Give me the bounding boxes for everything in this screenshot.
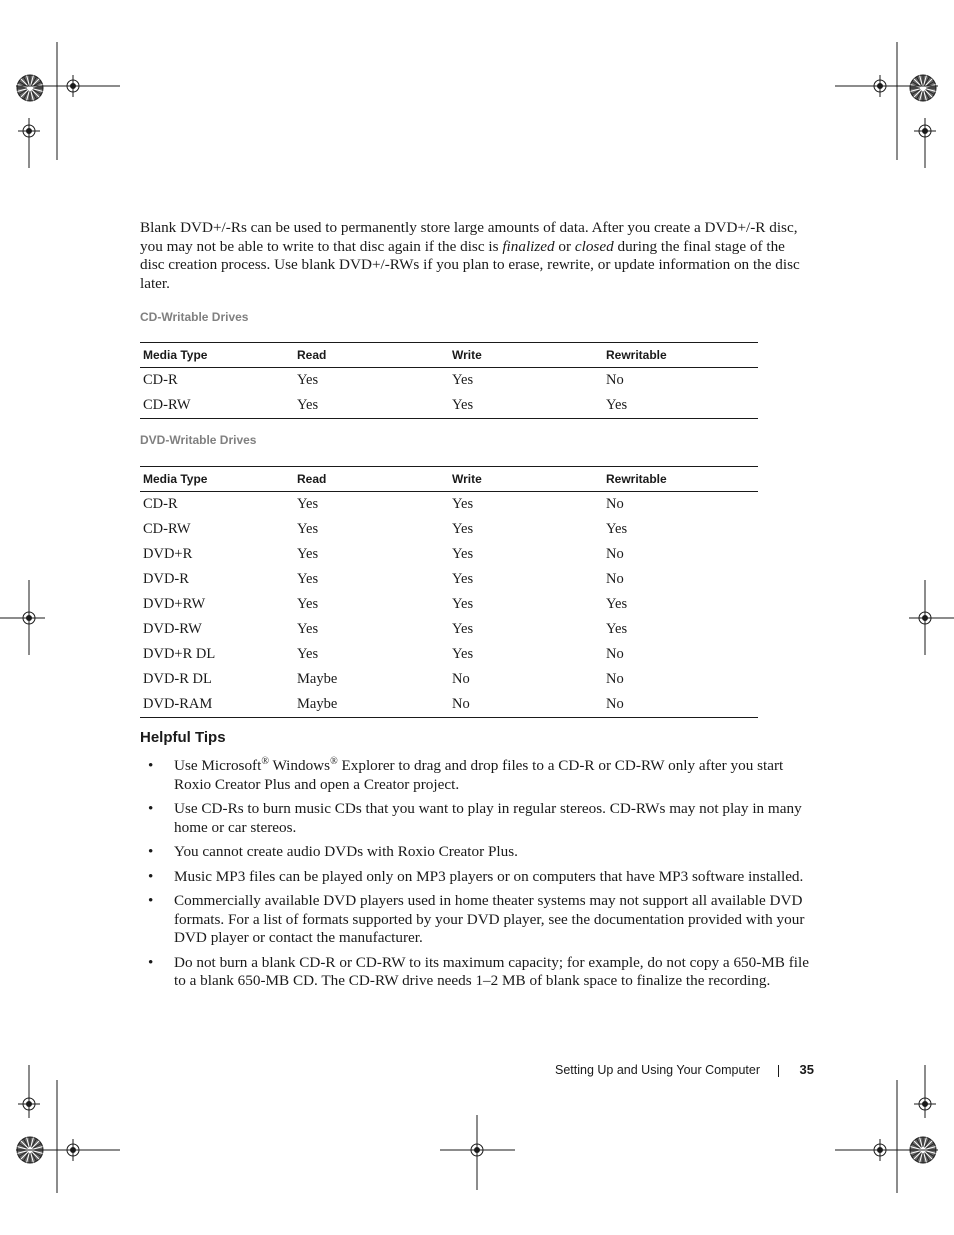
- page-footer: [540, 1062, 814, 1080]
- table-row: [140, 393, 758, 419]
- table-row: [140, 667, 758, 692]
- table-cell: No: [606, 496, 624, 512]
- table-cell: Yes: [606, 621, 628, 637]
- tip-text: Music MP3 files can be played only on MP3 players or on computers that have MP3 software installed.: [174, 867, 804, 885]
- list-item: [140, 954, 816, 991]
- table-cell: No: [449, 692, 603, 718]
- list-item: • Use Microsoft® Windows® Explorer to drag and drop files to a CD-R or CD-RW only after you start Roxio Creator Plus and open a Creator project.: [148, 755, 784, 793]
- tip-text: Commercially available DVD players used in home theater systems may not support all available DVD formats. For a list of formats supported by your DVD player, see the documentation provided with your DVD player or contact the manufacturer.: [174, 892, 805, 946]
- bullet-icon: •: [148, 867, 154, 885]
- table-cell: Maybe: [297, 671, 338, 687]
- dvd-table-body: [140, 492, 758, 718]
- intro-paragraph: Blank DVD+/-Rs can be used to permanently store large amounts of data. After you create a DVD+/-R disc, you may not be able to write to that disc again if the disc is finalized or closed during the final stage of the disc creation process. Use blank DVD+/-RWs if you plan to erase, rewrite, or update information on the disc later.: [140, 219, 800, 292]
- table-cell: Yes: [297, 646, 319, 662]
- cd-table-caption: CD-Writable Drives: [140, 310, 249, 324]
- helpful-tips-list: [140, 757, 816, 997]
- table-cell: DVD-R: [143, 571, 189, 587]
- table-header-row: [140, 467, 758, 492]
- table-cell: Maybe: [294, 692, 449, 718]
- list-item: [140, 843, 816, 862]
- column-header-media-type: Media Type: [140, 467, 294, 492]
- table-cell: Yes: [452, 496, 474, 512]
- column-header-write: Write: [449, 343, 603, 368]
- table-cell: Yes: [297, 621, 319, 637]
- bullet-icon: •: [148, 953, 154, 971]
- registered-mark: ®: [261, 755, 269, 767]
- footer-chapter-title: Setting Up and Using Your Computer: [555, 1063, 760, 1077]
- cd-table-body: [140, 368, 758, 419]
- table-cell: CD-RW: [140, 393, 294, 419]
- table-cell: No: [606, 571, 624, 587]
- table-cell: Yes: [449, 393, 603, 419]
- table-cell: Yes: [606, 521, 628, 537]
- table-cell: DVD-RW: [143, 621, 202, 637]
- table-cell: CD-RW: [143, 521, 191, 537]
- table-cell: DVD-R DL: [143, 671, 212, 687]
- helpful-tips-heading: Helpful Tips: [140, 729, 226, 746]
- footer-divider: [778, 1065, 779, 1077]
- tip-text: You cannot create audio DVDs with Roxio Creator Plus.: [174, 843, 518, 860]
- tip-text: Do not burn a blank CD-R or CD-RW to its maximum capacity; for example, do not copy a 650-MB file to a blank 650-MB CD. The CD-RW drive needs 1–2 MB of blank space to finalize the recording.: [174, 953, 809, 989]
- table-cell: No: [606, 546, 624, 562]
- bullet-icon: •: [148, 800, 154, 817]
- list-item: [140, 800, 816, 837]
- column-header-rewritable: Rewritable: [603, 343, 758, 368]
- table-cell: Yes: [297, 546, 319, 562]
- table-cell: DVD+R: [143, 546, 193, 562]
- table-cell: No: [603, 692, 758, 718]
- table-cell: Yes: [452, 546, 474, 562]
- column-header-rewritable: Rewritable: [603, 467, 758, 492]
- column-header-read: Read: [294, 343, 449, 368]
- table-cell: Yes: [297, 496, 319, 512]
- table-row: [140, 642, 758, 667]
- dvd-table-caption: DVD-Writable Drives: [140, 433, 257, 447]
- table-cell: DVD+R DL: [143, 646, 216, 662]
- column-header-write: Write: [449, 467, 603, 492]
- bullet-icon: •: [148, 843, 154, 860]
- table-cell: Yes: [452, 571, 474, 587]
- table-row: [140, 567, 758, 592]
- table-cell: Yes: [297, 521, 319, 537]
- table-row: [140, 368, 758, 394]
- table-row: [140, 592, 758, 617]
- table-header-row: [140, 343, 758, 368]
- list-item: [140, 868, 816, 887]
- table-row: [140, 517, 758, 542]
- table-cell: Yes: [452, 521, 474, 537]
- table-cell: Yes: [452, 646, 474, 662]
- dvd-writable-table: [140, 466, 758, 718]
- column-header-media-type: Media Type: [140, 343, 294, 368]
- table-row: [140, 492, 758, 518]
- table-row: [140, 617, 758, 642]
- table-cell: No: [606, 646, 624, 662]
- list-item: [140, 892, 816, 948]
- table-cell: Yes: [603, 393, 758, 419]
- table-row: [140, 692, 758, 718]
- table-cell: Yes: [297, 596, 319, 612]
- registered-mark: ®: [330, 755, 338, 767]
- page-number: 35: [799, 1062, 814, 1077]
- table-cell: DVD+RW: [143, 596, 206, 612]
- table-cell: No: [452, 671, 470, 687]
- cd-writable-table: [140, 342, 758, 419]
- table-cell: Yes: [452, 596, 474, 612]
- table-cell: No: [606, 671, 624, 687]
- bullet-icon: •: [148, 892, 154, 909]
- table-cell: DVD-RAM: [140, 692, 294, 718]
- table-cell: Yes: [452, 372, 474, 388]
- table-row: [140, 542, 758, 567]
- table-cell: Yes: [452, 621, 474, 637]
- table-cell: No: [606, 372, 624, 388]
- tip-text: Use CD-Rs to burn music CDs that you want to play in regular stereos. CD-RWs may not play in many home or car stereos.: [174, 800, 802, 836]
- column-header-read: Read: [294, 467, 449, 492]
- bullet-icon: •: [148, 757, 154, 774]
- table-cell: CD-R: [143, 372, 178, 388]
- table-cell: Yes: [297, 372, 319, 388]
- table-cell: CD-R: [143, 496, 178, 512]
- table-cell: Yes: [297, 571, 319, 587]
- table-cell: Yes: [606, 596, 628, 612]
- table-cell: Yes: [294, 393, 449, 419]
